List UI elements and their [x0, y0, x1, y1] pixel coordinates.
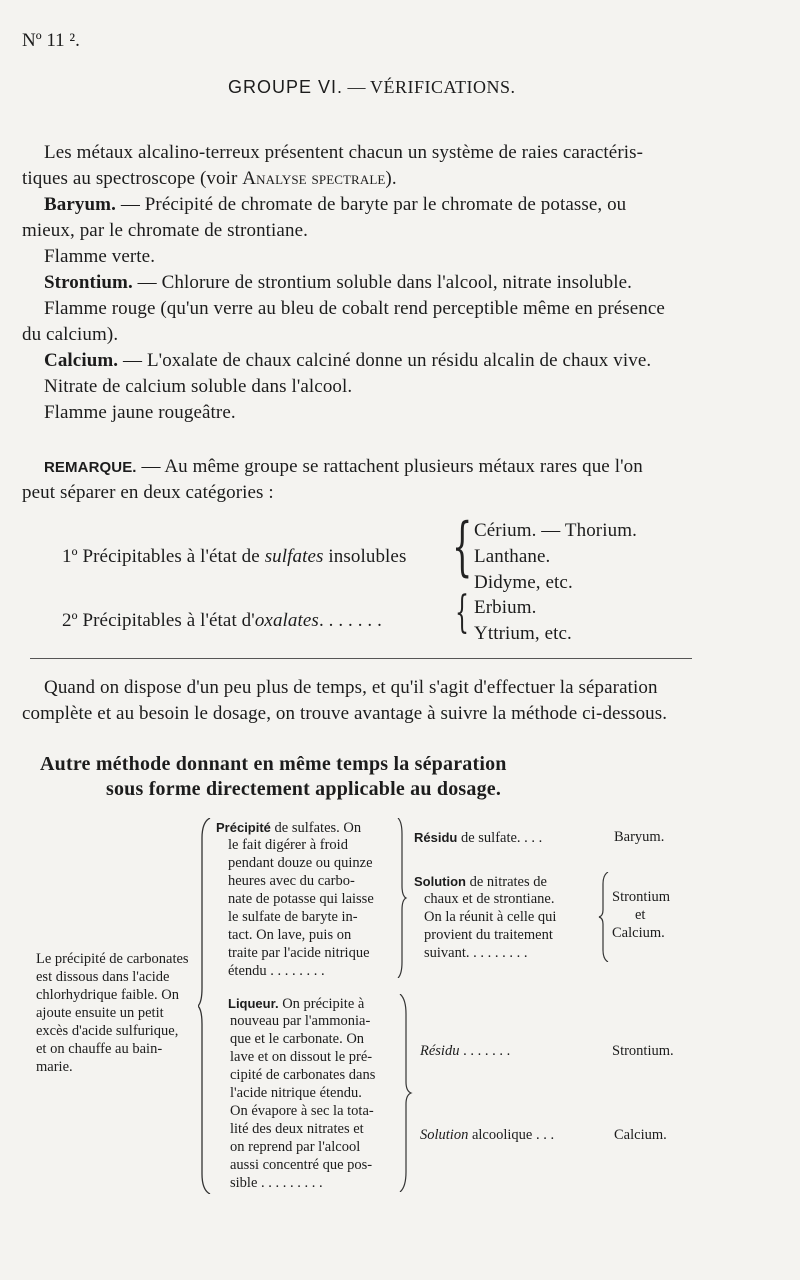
solution-nitrates-line-2: chaux et de strontiane.: [424, 891, 555, 907]
intro-reference: Analyse spectrale: [242, 168, 386, 189]
conclusion-line-1: Quand on dispose d'un peu plus de temps, et qu'il s'agit d'effectuer la séparation: [44, 677, 658, 698]
precipite-text-1: de sulfates. On: [274, 820, 362, 836]
solution-nitrates-line-4: provient du traitement: [424, 927, 553, 943]
result-et: et: [635, 907, 646, 923]
category-2-text: 2º Précipitables à l'état d': [62, 610, 255, 631]
solution-nitrates-head: Solution: [414, 874, 466, 889]
result-calcium-1: Calcium.: [612, 925, 665, 941]
calcium-line-1: [44, 348, 651, 374]
calcium-line-2: Nitrate de calcium soluble dans l'alcool.: [44, 376, 353, 397]
liqueur-line-6: l'acide nitrique étendu.: [230, 1085, 362, 1101]
intro-line-2-end: ).: [385, 168, 397, 189]
precipite-line-2: le fait digérer à froid: [228, 837, 348, 853]
precipite-line-5: nate de potasse qui laisse: [228, 891, 374, 907]
residu-sulfate-head: Résidu: [414, 830, 458, 845]
liqueur-brace: [398, 994, 414, 1192]
strontium-line-1: [44, 270, 632, 296]
method-title-2: sous forme directement applicable au dosage.: [106, 778, 502, 800]
category-1-item-2: Lanthane.: [474, 546, 551, 567]
method-title-1: Autre méthode donnant en même temps la séparation: [40, 753, 507, 775]
liqueur-line-9: on reprend par l'alcool: [230, 1139, 361, 1155]
strontium-calcium-brace: [598, 872, 610, 962]
residu-sulfate: [414, 828, 542, 848]
result-strontium-1: Strontium: [612, 889, 671, 905]
category-2-item-2: Yttrium, etc.: [474, 623, 572, 644]
conclusion-line-2: complète et au besoin le dosage, on trouve avantage à suivre la méthode ci-dessous.: [22, 703, 668, 724]
category-1-text: 1º Précipitables à l'état de: [62, 546, 260, 567]
solution-alcoolique-row: [420, 1126, 554, 1145]
strontium-line-3: du calcium).: [22, 324, 119, 345]
liqueur-line-5: cipité de carbonates dans: [230, 1067, 376, 1083]
intro-line-2: [22, 166, 397, 192]
left-line-5: excès d'acide sulfurique,: [36, 1023, 179, 1039]
category-2-brace: {: [455, 587, 470, 638]
remarque-line-2: peut séparer en deux catégories :: [22, 482, 274, 503]
baryum-line-1: [44, 192, 626, 218]
category-2-emphasis: oxalates: [254, 610, 319, 631]
precipite-brace: [396, 818, 410, 978]
result-strontium-2: Strontium.: [612, 1043, 674, 1059]
liqueur-text-1: On précipite à: [282, 996, 365, 1012]
liqueur-line-1: [228, 994, 364, 1014]
category-1-emphasis: sulfates: [264, 546, 324, 567]
calcium-line-3: Flamme jaune rougeâtre.: [44, 402, 236, 423]
intro-line-2-text: tiques au spectroscope (voir: [22, 168, 238, 189]
page-title: VÉRIFICATIONS.: [370, 77, 516, 97]
page-header: [228, 77, 516, 98]
intro-line-1: Les métaux alcalino-terreux présentent chacun un système de raies caractéris-: [44, 142, 644, 163]
category-2-label: [62, 608, 382, 634]
precipite-line-7: tact. On lave, puis on: [228, 927, 352, 943]
main-brace: [198, 818, 214, 1194]
residu-dots: . . . . . . .: [463, 1043, 511, 1059]
precipite-line-6: le sulfate de baryte in-: [228, 909, 358, 925]
group-label: GROUPE VI.: [228, 77, 344, 97]
liqueur-line-2: nouveau par l'ammonia-: [230, 1013, 371, 1029]
left-line-7: marie.: [36, 1059, 73, 1075]
remarque-label: REMARQUE.: [44, 459, 137, 476]
residu-head: Résidu: [420, 1043, 460, 1059]
baryum-name: Baryum.: [44, 194, 116, 215]
liqueur-line-10: aussi concentré que pos-: [230, 1157, 373, 1173]
calcium-name: Calcium.: [44, 350, 119, 371]
category-1-item-3: Didyme, etc.: [474, 572, 573, 593]
liqueur-line-7: On évapore à sec la tota-: [230, 1103, 374, 1119]
residu-row: [420, 1042, 510, 1061]
solution-nitrates-line-3: On la réunit à celle qui: [424, 909, 557, 925]
left-line-2: est dissous dans l'acide: [36, 969, 170, 985]
result-calcium-2: Calcium.: [614, 1127, 667, 1143]
precipite-line-8: traite par l'acide nitrique: [228, 945, 370, 961]
baryum-line-2: mieux, par le chromate de strontiane.: [22, 220, 308, 241]
solution-nitrates-text-1: de nitrates de: [469, 874, 547, 890]
category-2-item-1: Erbium.: [474, 597, 537, 618]
result-baryum: Baryum.: [614, 829, 665, 845]
page-number: Nº 11 ².: [22, 30, 80, 51]
liqueur-line-4: lave et on dissout le pré-: [230, 1049, 373, 1065]
liqueur-head: Liqueur.: [228, 996, 279, 1011]
solution-alcoolique-head: Solution: [420, 1127, 469, 1143]
precipite-head: Précipité: [216, 820, 271, 835]
category-2-suffix: . . . . . . .: [318, 610, 382, 631]
remarque-text-1: — Au même groupe se rattachent plusieurs métaux rares que l'on: [141, 456, 643, 477]
baryum-line-3: Flamme verte.: [44, 246, 156, 267]
residu-sulfate-text: de sulfate. . . .: [460, 830, 543, 846]
solution-nitrates-line-1: [414, 872, 547, 892]
left-line-6: et on chauffe au bain-: [36, 1041, 163, 1057]
calcium-text-1: — L'oxalate de chaux calciné donne un résidu alcalin de chaux vive.: [123, 350, 652, 371]
category-1-label: [62, 544, 406, 570]
liqueur-line-8: lité des deux nitrates et: [230, 1121, 364, 1137]
category-1-brace: {: [452, 510, 473, 584]
left-line-3: chlorhydrique faible. On: [36, 987, 179, 1003]
liqueur-line-3: que et le carbonate. On: [230, 1031, 365, 1047]
precipite-line-4: heures avec du carbo-: [228, 873, 355, 889]
liqueur-line-11: sible . . . . . . . . .: [230, 1175, 323, 1191]
strontium-text-1: — Chlorure de strontium soluble dans l'alcool, nitrate insoluble.: [137, 272, 633, 293]
precipite-line-9: étendu . . . . . . . .: [228, 963, 325, 979]
solution-alcoolique-text: alcoolique . . .: [471, 1127, 555, 1143]
left-line-1: Le précipité de carbonates: [36, 951, 189, 967]
section-divider: [30, 658, 692, 659]
baryum-text-1: — Précipité de chromate de baryte par le chromate de potasse, ou: [120, 194, 627, 215]
remarque-line-1: [44, 454, 643, 481]
category-1-suffix: insolubles: [328, 546, 407, 567]
precipite-line-3: pendant douze ou quinze: [228, 855, 373, 871]
strontium-name: Strontium.: [44, 272, 133, 293]
header-dash: —: [347, 77, 366, 97]
solution-nitrates-line-5: suivant. . . . . . . . .: [424, 945, 528, 961]
precipite-line-1: [216, 818, 361, 838]
left-line-4: ajoute ensuite un petit: [36, 1005, 164, 1021]
strontium-line-2: Flamme rouge (qu'un verre au bleu de cobalt rend perceptible même en présence: [44, 298, 665, 319]
category-1-item-1: Cérium. — Thorium.: [474, 520, 637, 541]
